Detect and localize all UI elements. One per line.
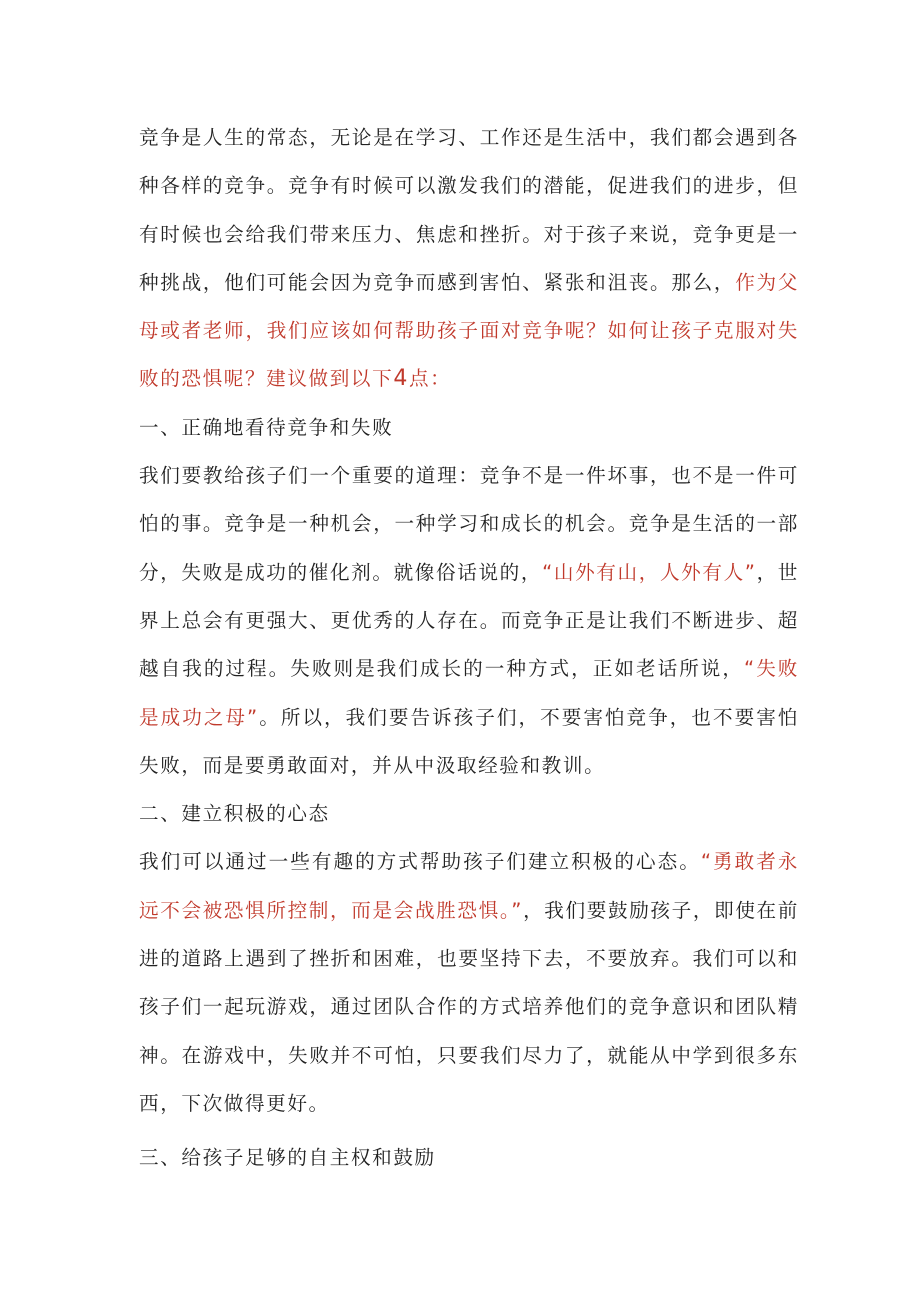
section-2-text-b: ，我们要鼓励孩子，即使在前进的道路上遇到了挫折和困难，也要坚持下去，不要放弃。我们可以和孩子们一起玩游戏，通过团队合作的方式培养他们的竞争意识和团队精神。在游戏中，失败并不可怕，只要我们尽力了，就能从中学到很多东西，下次做得更好。	[139, 898, 799, 1115]
section-2-paragraph	[139, 838, 799, 1128]
section-1-quote-a: “山外有山，人外有人”	[542, 560, 757, 584]
intro-highlight: 作为父母或者老师，我们应该如何帮助孩子面对竞争呢？如何让孩子克服对失败的恐惧呢？建议做到以下	[139, 270, 799, 391]
section-1-text-c: 。所以，我们要告诉孩子们，不要害怕竞争，也不要害怕失败，而是要勇敢面对，并从中汲取经验和教训。	[139, 705, 799, 777]
section-1-paragraph	[139, 452, 799, 790]
section-2-quote: “勇敢者永远不会被恐惧所控制，而是会战胜恐惧。”	[139, 850, 799, 922]
section-1-quote-b: “失败是成功之母”	[139, 657, 799, 729]
intro-highlight-end: 点：	[408, 367, 452, 391]
section-1-text-b: ，世界上总会有更强大、更优秀的人存在。而竞争正是让我们不断进步、超越自我的过程。失败则是我们成长的一种方式，正如老话所说，	[139, 560, 799, 681]
section-heading-2: 二、建立积极的心态	[139, 802, 330, 826]
section-2-text-a: 我们可以通过一些有趣的方式帮助孩子们建立积极的心态。	[139, 850, 701, 874]
document-body	[139, 114, 799, 1183]
intro-highlight-number: 4	[393, 366, 409, 392]
intro-text: 竞争是人生的常态，无论是在学习、工作还是生活中，我们都会遇到各种各样的竞争。竞争有时候可以激发我们的潜能，促进我们的进步，但有时候也会给我们带来压力、焦虑和挫折。对于孩子来说，竞争更是一种挑战，他们可能会因为竞争而感到害怕、紧张和沮丧。那么，	[139, 126, 799, 294]
intro-paragraph	[139, 114, 799, 404]
section-heading-1: 一、正确地看待竞争和失败	[139, 415, 394, 439]
section-heading-3: 三、给孩子足够的自主权和鼓励	[139, 1146, 436, 1170]
section-1-text-a: 我们要教给孩子们一个重要的道理：竞争不是一件坏事，也不是一件可怕的事。竞争是一种机会，一种学习和成长的机会。竞争是生活的一部分，失败是成功的催化剂。就像俗话说的，	[139, 464, 799, 584]
